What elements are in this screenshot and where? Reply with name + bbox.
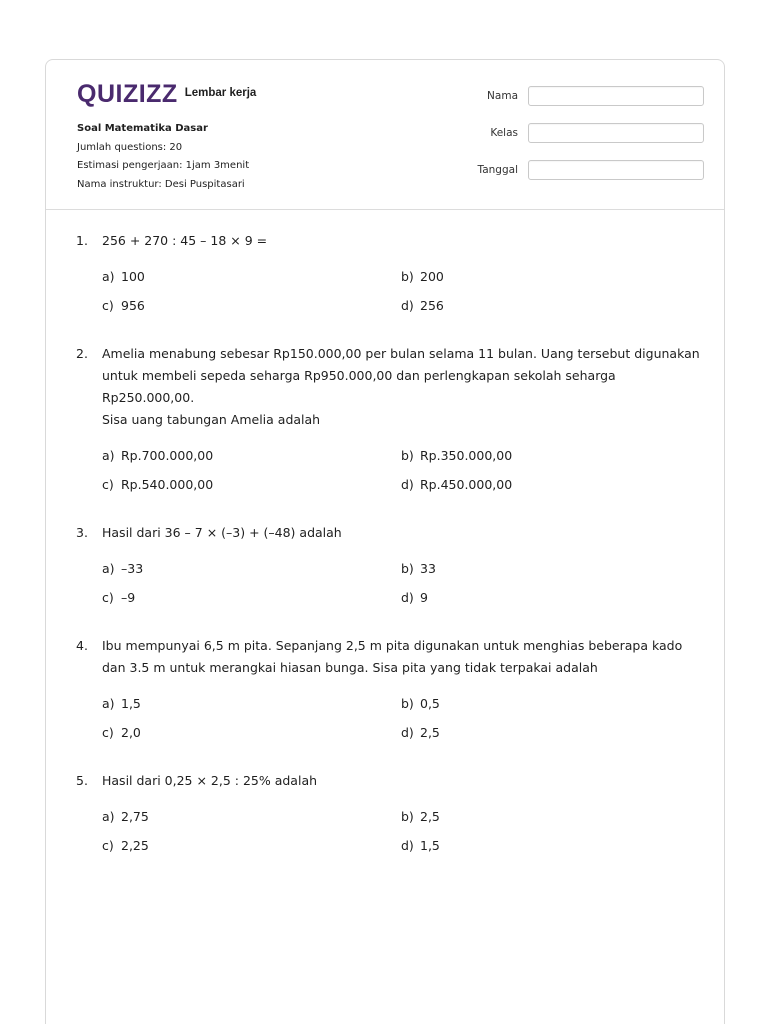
question-text [102,770,706,792]
question-text [102,522,706,544]
option-b[interactable] [401,806,701,827]
answer-options [102,806,706,856]
question-number: 4. [76,638,88,653]
option-text: 0,5 [420,696,440,711]
question-line: Ibu mempunyai 6,5 m pita. Sepanjang 2,5 m pita digunakan untuk menghias beberapa kado [102,638,683,653]
option-text: Rp.540.000,00 [121,477,214,492]
option-text: Rp.450.000,00 [420,477,513,492]
question-line: Sisa uang tabungan Amelia adalah [102,412,321,427]
name-field-group [462,86,704,106]
answer-options [102,445,706,495]
question-text [102,635,706,679]
name-input[interactable] [528,86,704,106]
worksheet-page [45,59,725,1024]
option-text: 256 [420,298,444,313]
option-d[interactable] [401,474,701,495]
question-line: Hasil dari 0,25 × 2,5 : 25% adalah [102,773,318,788]
option-c[interactable] [102,722,401,743]
brand [77,81,256,107]
option-letter: a) [102,809,115,824]
question-5 [76,770,706,856]
quizizz-logo: QUIZIZZ [77,80,178,108]
answer-options [102,693,706,743]
option-letter: a) [102,269,115,284]
date-label: Tanggal [477,164,518,176]
option-text: 100 [121,269,145,284]
worksheet-meta [77,120,249,194]
question-line: Amelia menabung sebesar Rp150.000,00 per bulan selama 11 bulan. Uang tersebut digunakan [102,346,700,361]
option-a[interactable] [102,693,401,714]
option-d[interactable] [401,587,701,608]
option-letter: c) [102,590,114,605]
option-letter: b) [401,809,414,824]
option-c[interactable] [102,587,401,608]
date-input[interactable] [528,160,704,180]
option-text: 2,0 [121,725,141,740]
option-letter: d) [401,477,414,492]
option-text: –9 [121,590,136,605]
question-3 [76,522,706,608]
option-text: 956 [121,298,145,313]
option-c[interactable] [102,835,401,856]
question-1 [76,230,706,316]
option-letter: d) [401,838,414,853]
option-letter: a) [102,696,115,711]
question-line: dan 3.5 m untuk merangkai hiasan bunga. Sisa pita yang tidak terpakai adalah [102,660,598,675]
option-text: 1,5 [121,696,141,711]
question-number: 2. [76,346,88,361]
option-letter: b) [401,561,414,576]
name-label: Nama [487,90,518,102]
option-letter: d) [401,298,414,313]
subject-title: Soal Matematika Dasar [77,123,208,134]
option-b[interactable] [401,558,701,579]
question-count: Jumlah questions: 20 [77,141,183,153]
option-a[interactable] [102,558,401,579]
question-2 [76,343,706,495]
option-c[interactable] [102,474,401,495]
option-text: 9 [420,590,428,605]
instructor-name: Nama instruktur: Desi Puspitasari [77,178,245,190]
option-text: 1,5 [420,838,440,853]
question-4 [76,635,706,743]
doc-type-label: Lembar kerja [184,87,257,99]
option-text: 2,5 [420,725,440,740]
option-letter: d) [401,590,414,605]
option-text: 2,75 [121,809,149,824]
answer-options [102,266,706,316]
question-line: 256 + 270 : 45 – 18 × 9 = [102,233,268,248]
class-label: Kelas [490,127,518,139]
question-line: Rp250.000,00. [102,390,195,405]
question-number: 1. [76,233,88,248]
option-letter: b) [401,448,414,463]
class-input[interactable] [528,123,704,143]
option-letter: c) [102,838,114,853]
option-b[interactable] [401,266,701,287]
question-list [76,230,706,856]
date-field-group [462,160,704,180]
question-number: 5. [76,773,88,788]
option-letter: c) [102,725,114,740]
worksheet-header [46,60,724,210]
option-letter: c) [102,477,114,492]
answer-options [102,558,706,608]
question-line: Hasil dari 36 – 7 × (–3) + (–48) adalah [102,525,342,540]
option-b[interactable] [401,693,701,714]
option-text: 200 [420,269,444,284]
duration-estimate: Estimasi pengerjaan: 1jam 3menit [77,160,250,171]
option-text: 33 [420,561,436,576]
question-number: 3. [76,525,88,540]
option-a[interactable] [102,266,401,287]
option-letter: c) [102,298,114,313]
option-text: Rp.700.000,00 [121,448,214,463]
option-text: Rp.350.000,00 [420,448,513,463]
question-text [102,343,706,431]
option-letter: a) [102,448,115,463]
option-letter: b) [401,696,414,711]
option-letter: d) [401,725,414,740]
option-d[interactable] [401,835,701,856]
option-text: 2,5 [420,809,440,824]
option-a[interactable] [102,445,401,466]
option-letter: b) [401,269,414,284]
option-b[interactable] [401,445,701,466]
option-d[interactable] [401,295,701,316]
option-text: –33 [121,561,144,576]
question-line: untuk membeli sepeda seharga Rp950.000,00 dan perlengkapan sekolah seharga [102,368,616,383]
option-c[interactable] [102,295,401,316]
option-text: 2,25 [121,838,149,853]
option-a[interactable] [102,806,401,827]
option-d[interactable] [401,722,701,743]
class-field-group [462,123,704,143]
option-letter: a) [102,561,115,576]
question-text [102,230,706,252]
